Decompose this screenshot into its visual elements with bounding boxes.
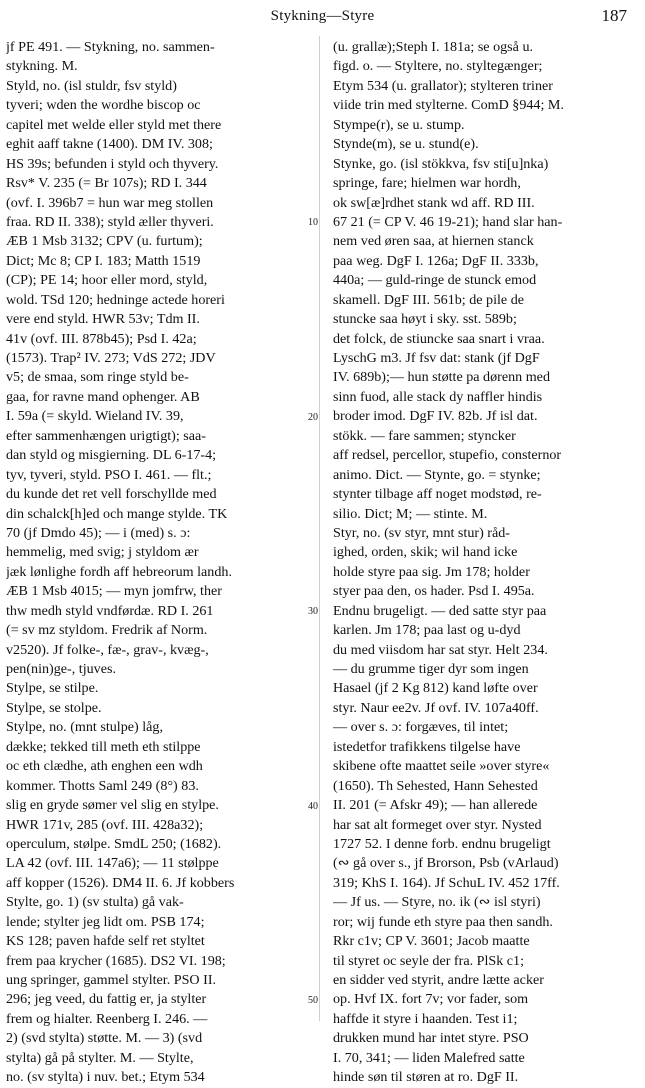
text-line: (1650). Th Sehested, Hann Sehested xyxy=(333,777,538,794)
text-line: dan styld og misgierning. DL 6-17-4; xyxy=(6,447,217,464)
text-line: har sat alt formeget over styr. Nysted xyxy=(333,816,542,833)
line-number-marker: 50 xyxy=(308,995,318,1007)
text-line: nem ved øren saa, at hiernen stanck xyxy=(333,233,534,250)
right-column xyxy=(333,38,637,1088)
text-line: Dict; Mc 8; CP I. 183; Matth 1519 xyxy=(6,252,201,269)
text-line: (1573). Trap² IV. 273; VdS 272; JDV xyxy=(6,350,216,366)
text-line: HS 39s; befunden i styld och thyvery. xyxy=(6,155,219,172)
text-line: Hasael (jf 2 Kg 812) kand løfte over xyxy=(333,680,538,697)
text-line: aff redsel, percellor, stupefio, consternor xyxy=(333,447,562,464)
text-line: tyveri; wden the wordhe biscop oc xyxy=(6,97,201,114)
text-line: tyv, tyveri, styld. PSO I. 461. — flt.; xyxy=(6,466,212,483)
text-line: operculum, stølpe. SmdL 250; (1682). xyxy=(6,835,222,852)
page-number: 187 xyxy=(601,6,627,25)
text-line: figd. o. — Styltere, no. styltegænger; xyxy=(333,58,543,75)
text-line: Styr, no. (sv styr, mnt stur) råd- xyxy=(333,524,510,541)
text-line: stynter tilbage aff noget modstød, re- xyxy=(333,486,542,503)
text-line: paa weg. DgF I. 126a; DgF II. 333b, xyxy=(333,252,539,269)
text-line: slig en gryde sømer vel slig en stylpe. xyxy=(6,797,219,814)
text-line: 319; KhS I. 164). Jf SchuL IV. 452 17ff. xyxy=(333,874,560,891)
text-line: drukken mund har intet styre. PSO xyxy=(333,1030,529,1047)
text-line: Stylpe, se stilpe. xyxy=(6,680,99,697)
text-line: 296; jeg veed, du fattig er, ja stylter xyxy=(6,991,207,1008)
text-line: Etym 534 (u. grallator); stylteren triner xyxy=(333,77,553,94)
text-line: Stynke, go. (isl stökkva, fsv sti[u]nka) xyxy=(333,155,549,172)
text-line: styer paa den, os hader. Psd I. 495a. xyxy=(333,583,535,600)
text-line: — Jf us. — Styre, no. ik (∾ isl styri) xyxy=(333,894,541,911)
text-line: ÆB 1 Msb 4015; — myn jomfrw, ther xyxy=(6,583,222,600)
text-line: Rkr c1v; CP V. 3601; Jacob maatte xyxy=(333,933,530,950)
text-line: Endnu brugeligt. — ded satte styr paa xyxy=(333,602,547,619)
column-divider xyxy=(319,36,320,1021)
text-line: Stylpe, se stolpe. xyxy=(6,699,102,716)
text-line: wold. TSd 120; hedninge actede horeri xyxy=(6,291,225,308)
text-line: Stylte, go. 1) (sv stulta) gå vak- xyxy=(6,894,184,911)
text-line: silio. Dict; M; — stinte. M. xyxy=(333,505,488,522)
text-line: stylta) gå på stylter. M. — Stylte, xyxy=(6,1049,194,1066)
text-line: thw medh styld vndførdæ. RD I. 261 xyxy=(6,602,214,619)
text-line: dække; tekked till meth eth stilppe xyxy=(6,738,201,755)
text-line: (= sv mz styldom. Fredrik af Norm. xyxy=(6,622,208,639)
text-line: sinn fuod, alle stack dy naffler hindis xyxy=(333,388,543,405)
text-line: skamell. DgF III. 561b; de pile de xyxy=(333,291,525,308)
text-line: frem og hialter. Reenberg I. 246. — xyxy=(6,1010,208,1027)
text-line: animo. Dict. — Stynte, go. = stynke; xyxy=(333,466,541,483)
text-line: stykning. M. xyxy=(6,58,78,75)
text-line: fraa. RD II. 338); styld æller thyveri. xyxy=(6,213,214,230)
text-line: (u. grallæ);Steph I. 181a; se også u. xyxy=(333,39,534,55)
text-line: 70 (jf Dmdo 45); — i (med) s. ɔ: xyxy=(6,524,191,541)
text-line: (∾ gå over s., jf Brorson, Psb (vArlaud) xyxy=(333,855,559,872)
text-line: (ovf. I. 396b7 = hun war meg stollen xyxy=(6,194,214,211)
text-line: frem paa krycher (1685). DS2 VI. 198; xyxy=(6,952,226,969)
text-line: ror; wij funde eth styre paa then sandh. xyxy=(333,913,553,930)
text-line: vere end styld. HWR 53v; Tdm II. xyxy=(6,311,200,328)
running-title: Stykning—Styre xyxy=(270,8,375,24)
text-line: du kunde det ret vell forschyllde med xyxy=(6,486,217,503)
text-line: I. 59a (= skyld. Wieland IV. 39, xyxy=(6,408,184,425)
text-line: Stympe(r), se u. stump. xyxy=(333,116,465,133)
text-line: styr. Naur ee2v. Jf ovf. IV. 107a40ff. xyxy=(333,699,539,716)
text-line: 67 21 (= CP V. 46 19-21); hand slar han- xyxy=(333,213,563,230)
text-line: LA 42 (ovf. III. 147a6); — 11 stølppe xyxy=(6,855,219,872)
text-line: HWR 171v, 285 (ovf. III. 428a32); xyxy=(6,816,204,833)
text-line: 1727 52. I denne forb. endnu brugeligt xyxy=(333,835,551,852)
text-line: en sidder ved styrit, andre lætte acker xyxy=(333,972,544,988)
text-line: Rsv* V. 235 (= Br 107s); RD I. 344 xyxy=(6,175,207,192)
text-line: KS 128; paven hafde self ret styltet xyxy=(6,933,205,950)
left-column xyxy=(6,38,304,1088)
text-line: 2) (svd stylta) støtte. M. — 3) (svd xyxy=(6,1030,203,1047)
text-line: ok sw[æ]rdhet stank wd aff. RD III. xyxy=(333,194,535,211)
text-line: efter sammenhængen urigtigt); saa- xyxy=(6,427,206,444)
text-line: lende; stylter jeg lidt om. PSB 174; xyxy=(6,913,205,930)
text-line: LyschG m3. Jf fsv dat: stank (jf DgF xyxy=(333,350,540,366)
text-line: v2520). Jf folke-, fæ-, grav-, kvæg-, xyxy=(6,641,209,658)
text-line: ÆB 1 Msb 3132; CPV (u. furtum); xyxy=(6,233,203,250)
text-line: ighed, orden, skik; wil hand icke xyxy=(333,544,518,561)
text-line: eghit aaff takne (1400). DM IV. 308; xyxy=(6,136,213,153)
text-line: op. Hvf IX. fort 7v; vor fader, som xyxy=(333,991,529,1008)
text-line: istedetfor trafikkens tilgelse have xyxy=(333,738,521,755)
text-line: haffde it styre i haanden. Test i1; xyxy=(333,1010,518,1027)
text-line: holde styre paa sig. Jm 178; holder xyxy=(333,563,530,580)
text-line: Stynde(m), se u. stund(e). xyxy=(333,136,479,153)
text-line: stökk. — fare sammen; styncker xyxy=(333,427,516,444)
text-line: I. 70, 341; — liden Malefred satte xyxy=(333,1049,525,1066)
text-line: aff kopper (1526). DM4 II. 6. Jf kobbers xyxy=(6,874,235,891)
text-line: no. (sv stylta) i nuv. bet.; Etym 534 xyxy=(6,1069,205,1086)
text-line: viide trin med stylterne. ComD §944; M. xyxy=(333,97,564,114)
text-line: hemmelig, med svig; j styldom ær xyxy=(6,544,199,561)
text-line: 41v (ovf. III. 878b45); Psd I. 42a; xyxy=(6,330,197,347)
text-line: jf PE 491. — Stykning, no. sammen- xyxy=(6,39,215,55)
text-line: broder imod. DgF IV. 82b. Jf isl dat. xyxy=(333,408,538,425)
text-line: (CP); PE 14; hoor eller mord, styld, xyxy=(6,272,208,289)
text-line: du med viisdom har sat styr. Helt 234. xyxy=(333,641,548,658)
text-line: til styret oc seyle der fra. PlSk c1; xyxy=(333,952,525,969)
text-line: — du grumme tiger dyr som ingen xyxy=(333,661,529,677)
text-line: hinde søn til støren at ro. DgF II. xyxy=(333,1069,519,1086)
text-line: oc eth clædhe, ath enghen een wdh xyxy=(6,758,203,775)
text-line: — over s. ɔ: forgæves, til intet; xyxy=(333,719,509,736)
text-line: stuncke saa høyt i sky. sst. 589b; xyxy=(333,311,517,328)
line-number-marker: 30 xyxy=(308,606,318,618)
text-line: jæk lønlighe fordh aff hebreorum landh. xyxy=(6,563,232,580)
line-number-marker: 10 xyxy=(308,217,318,229)
text-line: v5; de smaa, som ringe styld be- xyxy=(6,369,189,386)
text-line: Stylpe, no. (mnt stulpe) låg, xyxy=(6,719,163,736)
text-line: gaa, for ravne mand ophenger. AB xyxy=(6,388,200,405)
text-line: kommer. Thotts Saml 249 (8°) 83. xyxy=(6,777,199,794)
text-line: II. 201 (= Afskr 49); — han allerede xyxy=(333,797,538,814)
running-head xyxy=(0,6,645,30)
text-line: det folck, de stiuncke saa snart i vraa. xyxy=(333,330,545,347)
line-number-marker: 40 xyxy=(308,800,318,812)
text-line: pen(nin)ge-, tjuves. xyxy=(6,661,116,677)
line-number-marker: 20 xyxy=(308,411,318,423)
text-line: skibene ofte maattet seile »over styre« xyxy=(333,758,550,775)
text-line: ung springer, gammel stylter. PSO II. xyxy=(6,972,217,988)
text-line: 440a; — guld-ringe de stunck emod xyxy=(333,272,537,289)
text-line: karlen. Jm 178; paa last og u-dyd xyxy=(333,622,521,639)
text-line: IV. 689b);— hun støtte pa dørenn med xyxy=(333,369,550,386)
text-line: springe, fare; hielmen war hordh, xyxy=(333,175,521,192)
text-line: Styld, no. (isl stuldr, fsv styld) xyxy=(6,77,177,94)
text-line: capitel met welde eller styld met there xyxy=(6,116,222,133)
text-line: din schalck[h]ed och mange stylde. TK xyxy=(6,505,228,522)
